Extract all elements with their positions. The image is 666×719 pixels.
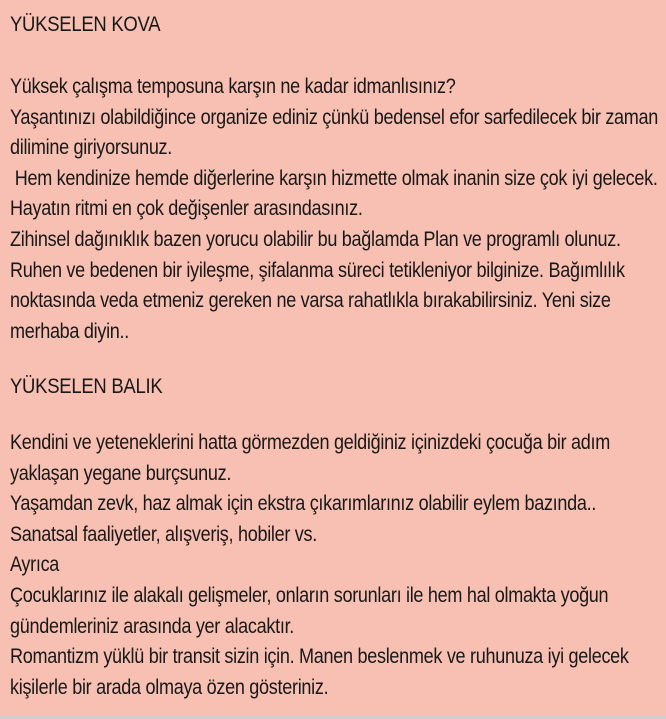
paragraph-line: merhaba diyin.. — [10, 319, 129, 343]
paragraph-line: Yaşantınızı olabildiğince organize ediniz çünkü bedensel efor sarfedilecek bir zaman — [10, 105, 659, 129]
paragraph-line: Yüksek çalışma temposuna karşın ne kadar idmanlısınız? — [10, 75, 456, 98]
paragraph-line: Yaşamdan zevk, haz almak için ekstra çıkarımlarınız olabilir eylem bazında.. — [10, 492, 597, 516]
paragraph-line: Ayrıca — [10, 553, 60, 577]
paragraph-line: gündemleriniz arasında yer alacaktır. — [10, 614, 295, 638]
paragraph-line: Çocuklarınız ile alakalı gelişmeler, onların sorunları ile hem hal olmakta yoğun — [10, 583, 609, 607]
paragraph-line: yaklaşan yegane burçsunuz. — [10, 461, 232, 485]
paragraph-line: Kendini ve yeteneklerini hatta görmezden geldiğiniz içinizdeki çocuğa bir adım — [10, 431, 610, 454]
section-body-yukselen-balik — [10, 428, 666, 703]
paragraph-line: Hayatın ritmi en çok değişenler arasındasınız. — [10, 197, 363, 221]
paragraph-line: Zihinsel dağınıklık bazen yorucu olabilir bu bağlamda Plan ve programlı olunuz. — [10, 227, 621, 251]
paragraph-line: kişilerle bir arada olmaya özen gösteriniz. — [10, 675, 329, 699]
section-body-yukselen-kova — [10, 72, 666, 347]
paragraph-line: Romantizm yüklü bir transit sizin için. Manen beslenmek ve ruhunuza iyi gelecek — [10, 645, 629, 669]
paragraph-line: Sanatsal faaliyetler, alışveriş, hobiler vs. — [10, 522, 317, 546]
paragraph-line: Hem kendinize hemde diğerlerine karşın hizmette olmak inanin size çok iyi gelecek. — [10, 166, 658, 190]
paragraph-line: Ruhen ve bedenen bir iyileşme, şifalanma süreci tetikleniyor bilginize. Bağımlılık — [10, 258, 625, 282]
section-title-yukselen-balik: YÜKSELEN BALIK — [10, 375, 163, 398]
section-title-yukselen-kova: YÜKSELEN KOVA — [10, 13, 161, 36]
paragraph-line: noktasında veda etmeniz gereken ne varsa rahatlıkla bırakabilirsiniz. Yeni size — [10, 289, 611, 313]
bottom-edge-divider — [0, 715, 666, 719]
paragraph-line: dilimine giriyorsunuz. — [10, 136, 173, 160]
